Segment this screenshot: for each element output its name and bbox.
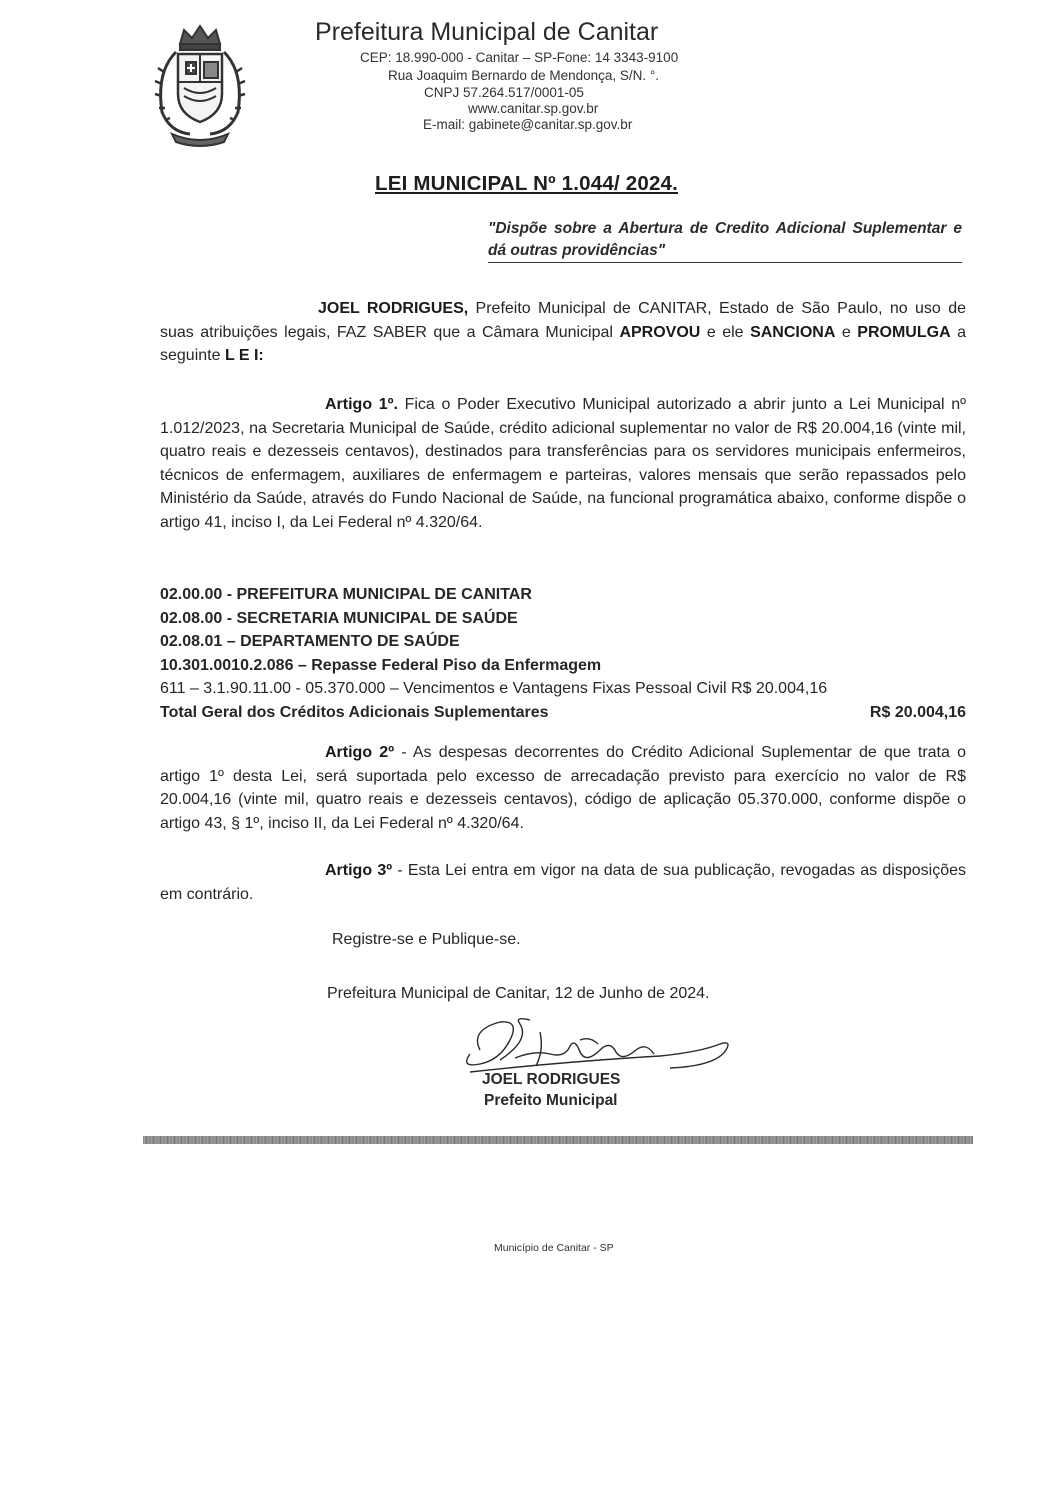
signer-name: JOEL RODRIGUES [482, 1071, 621, 1088]
budget-line-2: 02.08.00 - SECRETARIA MUNICIPAL DE SAÚDE [160, 609, 518, 627]
budget-block [160, 583, 966, 724]
budget-total-row [160, 701, 966, 725]
header-address: Rua Joaquim Bernardo de Mendonça, S/N. °. [388, 68, 660, 83]
budget-line-4: 10.301.0010.2.086 – Repasse Federal Piso da Enfermagem [160, 656, 602, 674]
intro-lei: L E I: [224, 347, 264, 364]
artigo-2-paragraph [160, 741, 966, 835]
header-title: Prefeitura Municipal de Canitar [315, 18, 659, 46]
law-title: LEI MUNICIPAL Nº 1.044/ 2024. [375, 172, 679, 195]
intro-approved: APROVOU [619, 323, 701, 341]
coat-of-arms-icon [150, 22, 250, 150]
artigo-2-label: Artigo 2º [325, 744, 395, 761]
header-cep-phone: CEP: 18.990-000 - Canitar – SP-Fone: 14 3343-9100 [360, 50, 679, 65]
artigo-3-text: - Esta Lei entra em vigor na data de sua publicação, revogadas as disposições em contrário. [160, 862, 967, 903]
budget-total-label: Total Geral dos Créditos Adicionais Suplementares [160, 703, 549, 721]
registre-line: Registre-se e Publique-se. [332, 931, 521, 948]
artigo-3-label: Artigo 3º [325, 862, 393, 879]
artigo-1-text: Fica o Poder Executivo Municipal autorizado a abrir junto a Lei Municipal nº 1.012/2023, na Secretaria Municipal de Saúde, crédito adicional suplementar no valor de R$ 20.004,16 (vinte mil, quatro reais e dezesseis centavos), destinados para transferências para os servidores municipais enfermeiros, técnicos de enfermagem, auxiliares de enfermagem e parteiras, valores mensais que serão repassados pelo Ministério da Saúde, através do Fundo Nacional de Saúde, na funcional programática abaixo, conforme dispõe o artigo 41, inciso I, da Lei Federal nº 4.320/64. [160, 396, 966, 531]
intro-paragraph [160, 297, 966, 368]
intro-text-4: a seguinte [160, 323, 967, 364]
header-email[interactable]: E-mail: gabinete@canitar.sp.gov.br [423, 117, 633, 132]
intro-text-3: e [835, 323, 858, 341]
budget-total-value: R$ 20.004,16 [869, 703, 966, 721]
budget-line-3: 02.08.01 – DEPARTAMENTO DE SAÚDE [160, 633, 460, 650]
artigo-1-label: Artigo 1º. [325, 396, 398, 413]
signer-role: Prefeito Municipal [484, 1092, 618, 1109]
footer-divider [143, 1136, 973, 1144]
header-website[interactable]: www.canitar.sp.gov.br [468, 101, 599, 116]
date-line: Prefeitura Municipal de Canitar, 12 de Junho de 2024. [327, 985, 710, 1002]
ementa-underline [488, 262, 962, 263]
artigo-1-paragraph [160, 393, 966, 534]
law-ementa: "Dispõe sobre a Abertura de Credito Adicional Suplementar e dá outras providências" [488, 220, 962, 259]
intro-promulga: PROMULGA [857, 323, 951, 341]
intro-text-1: Prefeito Municipal de CANITAR, Estado de São Paulo, no uso de suas atribuições legais, FAZ SABER que a Câmara Municipal [160, 300, 966, 341]
budget-line-5: 611 – 3.1.90.11.00 - 05.370.000 – Vencimentos e Vantagens Fixas Pessoal Civil R$ 20.004,16 [160, 680, 828, 697]
mayor-name: JOEL RODRIGUES, [318, 300, 469, 317]
budget-line-1: 02.00.00 - PREFEITURA MUNICIPAL DE CANITAR [160, 586, 532, 603]
artigo-3-paragraph [160, 859, 966, 906]
artigo-2-text: - As despesas decorrentes do Crédito Adicional Suplementar de que trata o artigo 1º desta Lei, será suportada pelo excesso de arrecadação previsto para exercício no valor de R$ 20.004,16 (vinte mil, quatro reais e dezesseis centavos), código de aplicação 05.370.000, conforme dispõe o artigo 43, § 1º, inciso II, da Lei Federal nº 4.320/64. [160, 744, 966, 832]
footer-text: Município de Canitar - SP [494, 1242, 614, 1254]
header-cnpj: CNPJ 57.264.517/0001-05 [424, 85, 584, 100]
intro-text-2: e ele [700, 323, 751, 341]
intro-sanciona: SANCIONA [750, 323, 836, 341]
